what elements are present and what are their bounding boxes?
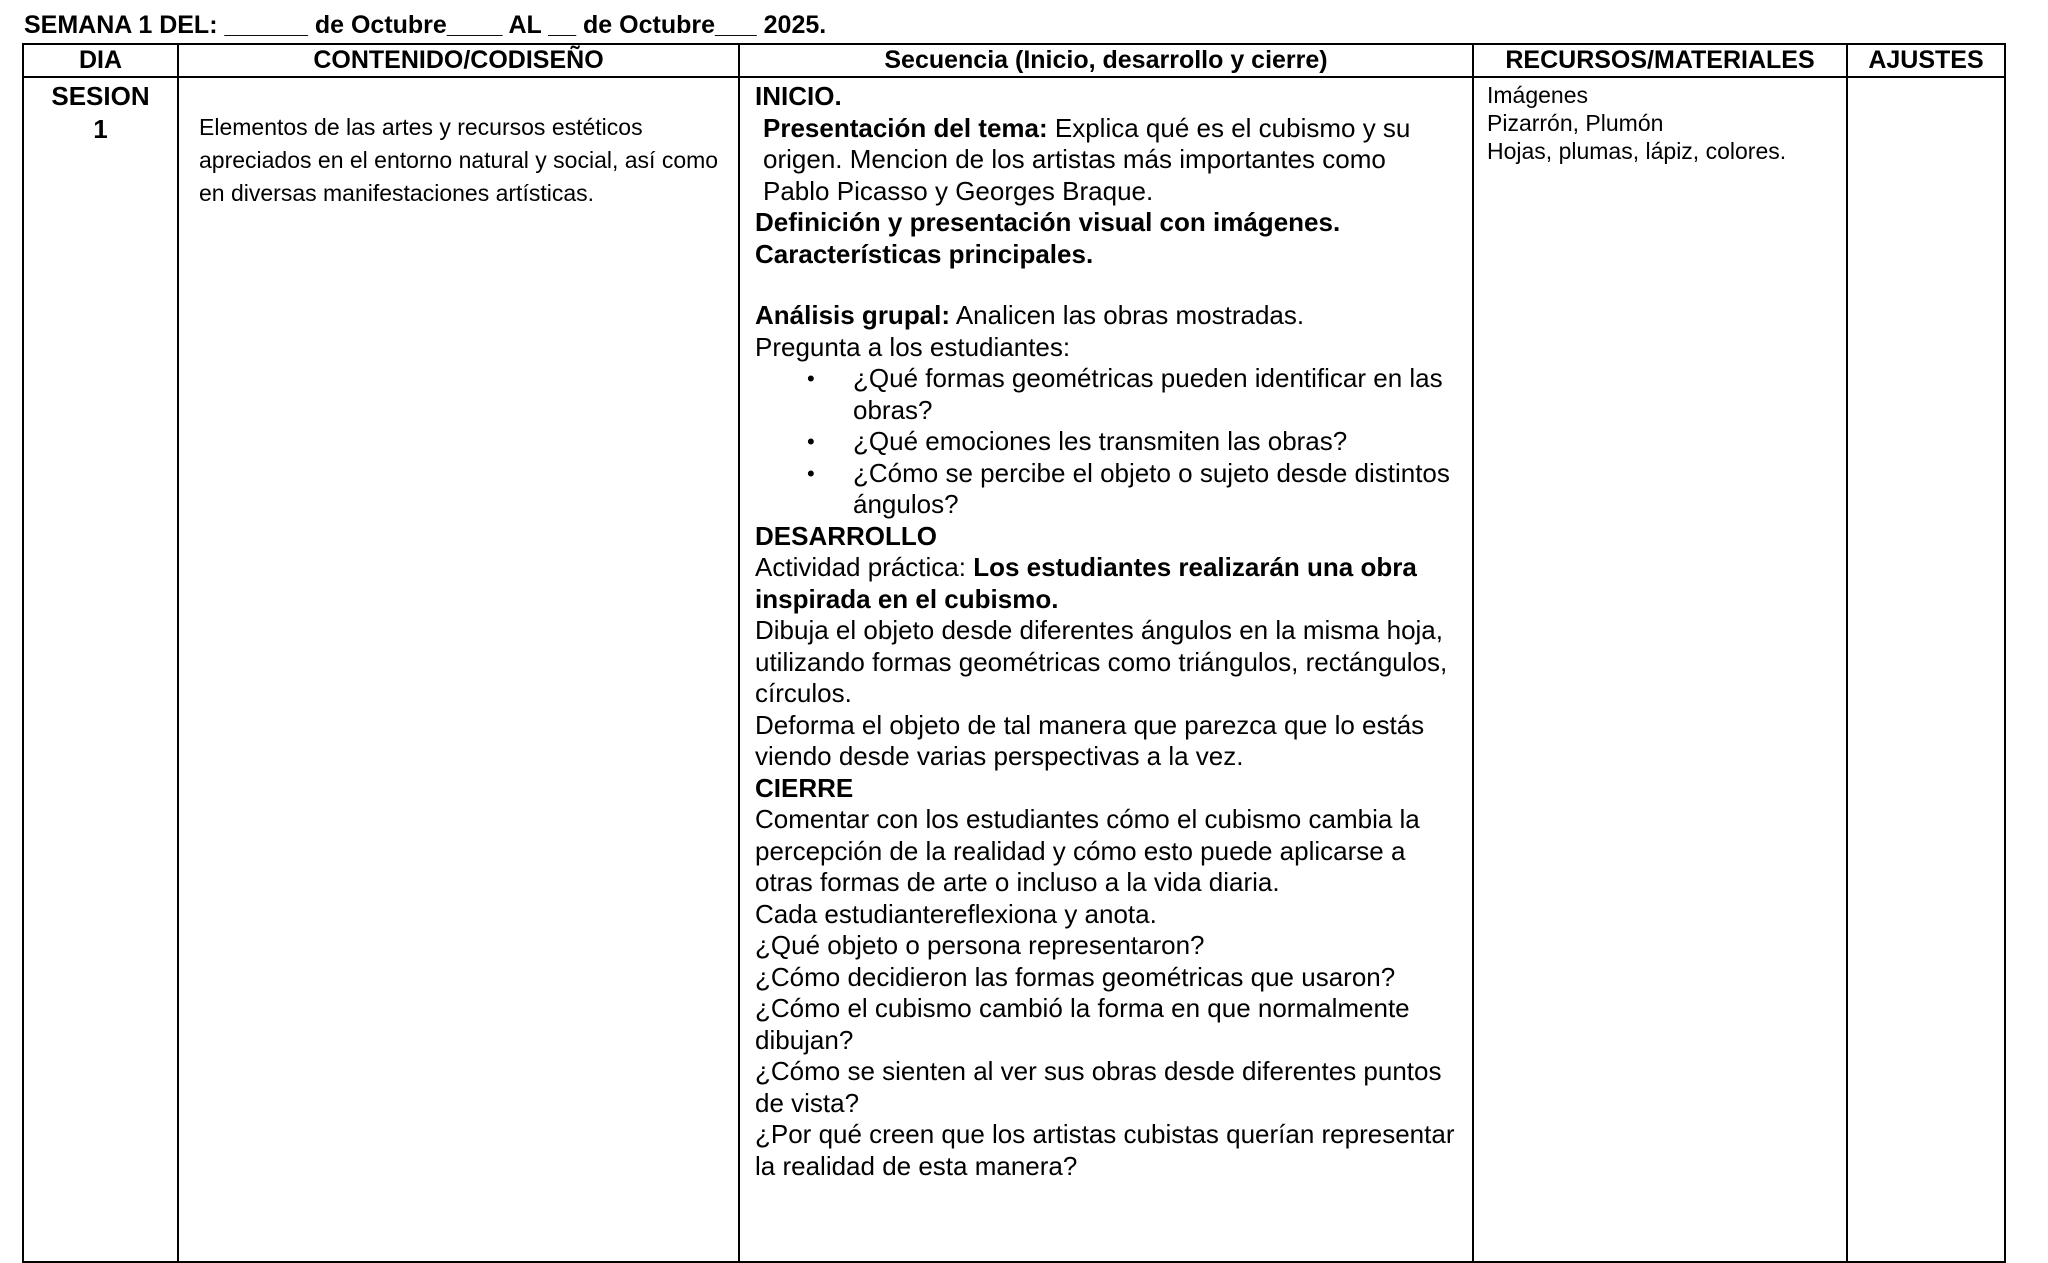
table-header-row (23, 44, 2005, 77)
recursos-cell (1473, 77, 1847, 1262)
list-item (807, 363, 1458, 426)
planning-table (22, 43, 2006, 1263)
pregunta-text: ¿Qué emociones les transmiten las obras? (853, 426, 1348, 456)
presentacion-label: Presentación del tema: (763, 112, 1048, 143)
caracteristicas-line: Características principales. (755, 238, 1094, 269)
secuencia-cell (739, 77, 1473, 1262)
recurso-item: Hojas, plumas, lápiz, colores. (1487, 138, 1787, 164)
contenido-cell (178, 77, 739, 1262)
session-number: 1 (93, 114, 108, 144)
analisis-paragraph (755, 300, 1458, 332)
pregunta-text: ¿Qué formas geométricas pueden identificar en las obras? (853, 363, 1443, 425)
recurso-item: Imágenes (1487, 82, 1589, 108)
actividad-paragraph (755, 552, 1458, 615)
analisis-label: Análisis grupal: (755, 300, 951, 330)
dia-cell (23, 77, 178, 1262)
column-header-secuencia: Secuencia (Inicio, desarrollo y cierre) (739, 44, 1473, 77)
pregunta-intro: Pregunta a los estudiantes: (755, 331, 1071, 362)
list-item (807, 457, 1458, 521)
cierre-question-3: ¿Cómo el cubismo cambió la forma en que normalmente dibujan? (755, 993, 1410, 1055)
inicio-heading: INICIO. (755, 81, 842, 111)
column-header-contenido: CONTENIDO/CODISEÑO (178, 44, 739, 77)
actividad-bold-text: Los estudiantes realizarán una obra inspirada en el cubismo. (755, 552, 1417, 614)
recurso-item: Pizarrón, Plumón (1487, 110, 1664, 136)
preguntas-list (755, 363, 1458, 521)
column-header-recursos: RECURSOS/MATERIALES (1473, 44, 1847, 77)
page-title: SEMANA 1 DEL: ______ de Octubre____ AL __ de Octubre___ 2025. (24, 11, 827, 39)
desarrollo-heading: DESARROLLO (755, 520, 937, 551)
cierre-heading: CIERRE (755, 772, 854, 803)
ajustes-cell (1847, 77, 2005, 1262)
cierre-question-4: ¿Cómo se sienten al ver sus obras desde diferentes puntos de vista? (755, 1056, 1442, 1118)
presentacion-text: Explica qué es el cubismo y su origen. Mencion de los artistas más importantes como Pablo Picasso y Georges Braque. (763, 112, 1411, 206)
cada-line: Cada estudiantereflexiona y anota. (755, 898, 1157, 929)
dibuja-paragraph: Dibuja el objeto desde diferentes ángulos en la misma hoja, utilizando formas geométricas como triángulos, rectángulos, círculos. (755, 615, 1448, 708)
cierre-question-5: ¿Por qué creen que los artistas cubistas querían representar la realidad de esta manera? (755, 1119, 1455, 1181)
comentar-paragraph: Comentar con los estudiantes cómo el cubismo cambia la percepción de la realidad y cómo esto puede aplicarse a otras formas de arte o incluso a la vida diaria. (755, 804, 1420, 897)
definicion-line: Definición y presentación visual con imágenes. (755, 207, 1341, 237)
cierre-question-1: ¿Qué objeto o persona representaron? (755, 930, 1205, 960)
contenido-text: Elementos de las artes y recursos estéticos apreciados en el entorno natural y social, así como en diversas manifestaciones artísticas. (199, 114, 719, 206)
cierre-question-2: ¿Cómo decidieron las formas geométricas que usaron? (755, 961, 1396, 992)
presentacion-paragraph (755, 113, 1458, 208)
bullet-icon: • (807, 460, 815, 486)
column-header-dia: DIA (23, 44, 178, 77)
bullet-icon: • (807, 429, 815, 454)
table-row (23, 77, 2005, 1262)
deforma-paragraph: Deforma el objeto de tal manera que parezca que lo estás viendo desde varias perspectivas a la vez. (755, 709, 1425, 771)
pregunta-text: ¿Cómo se percibe el objeto o sujeto desde distintos ángulos? (853, 457, 1450, 519)
list-item (807, 426, 1458, 458)
session-label: SESION (51, 81, 150, 111)
actividad-label: Actividad práctica: (755, 552, 974, 582)
bullet-icon: • (807, 366, 815, 391)
column-header-ajustes: AJUSTES (1847, 44, 2005, 77)
analisis-text: Analicen las obras mostradas. (950, 300, 1305, 330)
